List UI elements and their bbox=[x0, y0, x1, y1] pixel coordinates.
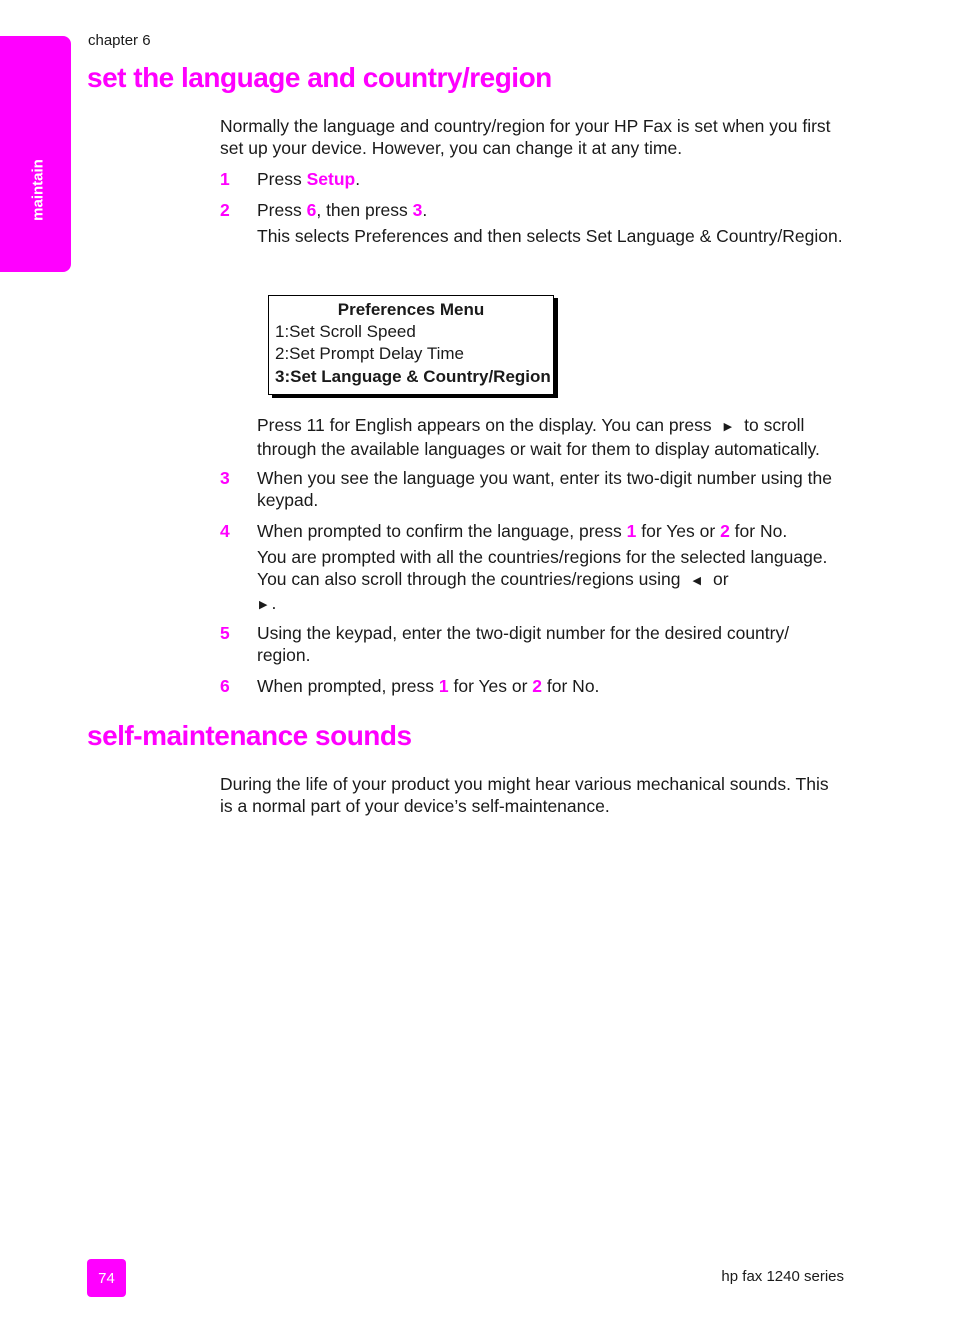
step-2-text bbox=[257, 199, 845, 221]
key-2-no: 2 bbox=[532, 676, 543, 696]
step-1-text bbox=[257, 168, 845, 190]
step-1-pre: Press bbox=[257, 169, 307, 189]
menu-item-language-country: 3:Set Language & Country/Region bbox=[275, 367, 551, 386]
step-4-number: 4 bbox=[220, 521, 230, 541]
key-1-yes: 1 bbox=[626, 521, 637, 541]
step-2-mid: , then press bbox=[316, 200, 413, 220]
intro-paragraph: Normally the language and country/region for your HP Fax is set when you first set up your device. However, you can change it at any time. bbox=[220, 116, 831, 158]
preferences-menu-display bbox=[268, 295, 554, 395]
step-6-post: for No. bbox=[542, 676, 600, 696]
step-6-number: 6 bbox=[220, 676, 230, 696]
step-4-mid: for Yes or bbox=[636, 521, 721, 541]
after-menu-pre: Press 11 for English appears on the display. You can press bbox=[257, 415, 712, 435]
side-tab bbox=[0, 36, 71, 272]
step-4-text bbox=[257, 520, 845, 542]
step-5-number: 5 bbox=[220, 623, 230, 643]
step-4-post: for No. bbox=[729, 521, 788, 541]
step-4-note-post: . bbox=[271, 593, 277, 613]
key-3: 3 bbox=[412, 200, 423, 220]
after-menu-text bbox=[257, 414, 845, 460]
right-arrow-icon: ▶ bbox=[723, 421, 733, 433]
step-2-note: This selects Preferences and then selects Set Language & Country/Region. bbox=[257, 226, 843, 246]
step-1-post: . bbox=[355, 169, 361, 189]
key-6: 6 bbox=[306, 200, 317, 220]
menu-item-scroll-speed: 1:Set Scroll Speed bbox=[275, 322, 416, 341]
menu-title: Preferences Menu bbox=[337, 300, 485, 319]
side-tab-label: maintain bbox=[29, 159, 47, 221]
step-6-text bbox=[257, 675, 845, 697]
step-4-note bbox=[257, 546, 845, 616]
menu-item-prompt-delay: 2:Set Prompt Delay Time bbox=[275, 344, 464, 363]
step-6-mid: for Yes or bbox=[448, 676, 533, 696]
key-2-no: 2 bbox=[720, 521, 730, 541]
key-1-yes: 1 bbox=[438, 676, 449, 696]
step-2-number: 2 bbox=[220, 200, 230, 220]
section-title-sounds: self-maintenance sounds bbox=[87, 720, 412, 751]
step-6-pre: When prompted, press bbox=[257, 676, 439, 696]
after-menu-post: to scroll through the available languages or wait for them to display automatically. bbox=[257, 415, 820, 459]
step-3-number: 3 bbox=[220, 468, 230, 488]
step-2-post: . bbox=[422, 200, 428, 220]
step-1-number: 1 bbox=[220, 169, 230, 189]
chapter-label: chapter 6 bbox=[88, 32, 151, 49]
setup-key: Setup bbox=[306, 169, 356, 189]
step-4-note-pre: You are prompted with all the countries/regions for the selected language. You can also scroll through the countries/regions using bbox=[257, 547, 828, 589]
step-3-text: When you see the language you want, enter its two-digit number using the keypad. bbox=[257, 468, 832, 510]
step-5-text: Using the keypad, enter the two-digit number for the desired country/ region. bbox=[257, 623, 790, 665]
section-title-language: set the language and country/region bbox=[87, 62, 552, 93]
product-name: hp fax 1240 series bbox=[721, 1268, 844, 1285]
left-arrow-icon: ◀ bbox=[692, 575, 701, 587]
step-4-note-or: or bbox=[712, 569, 729, 589]
page-number-badge: 74 bbox=[87, 1259, 126, 1297]
step-2-pre: Press bbox=[257, 200, 307, 220]
sounds-paragraph: During the life of your product you might hear various mechanical sounds. This is a normal part of your device’s self-maintenance. bbox=[220, 774, 829, 816]
step-4-pre: When prompted to confirm the language, press bbox=[257, 521, 627, 541]
right-arrow-icon: ▶ bbox=[259, 599, 268, 611]
